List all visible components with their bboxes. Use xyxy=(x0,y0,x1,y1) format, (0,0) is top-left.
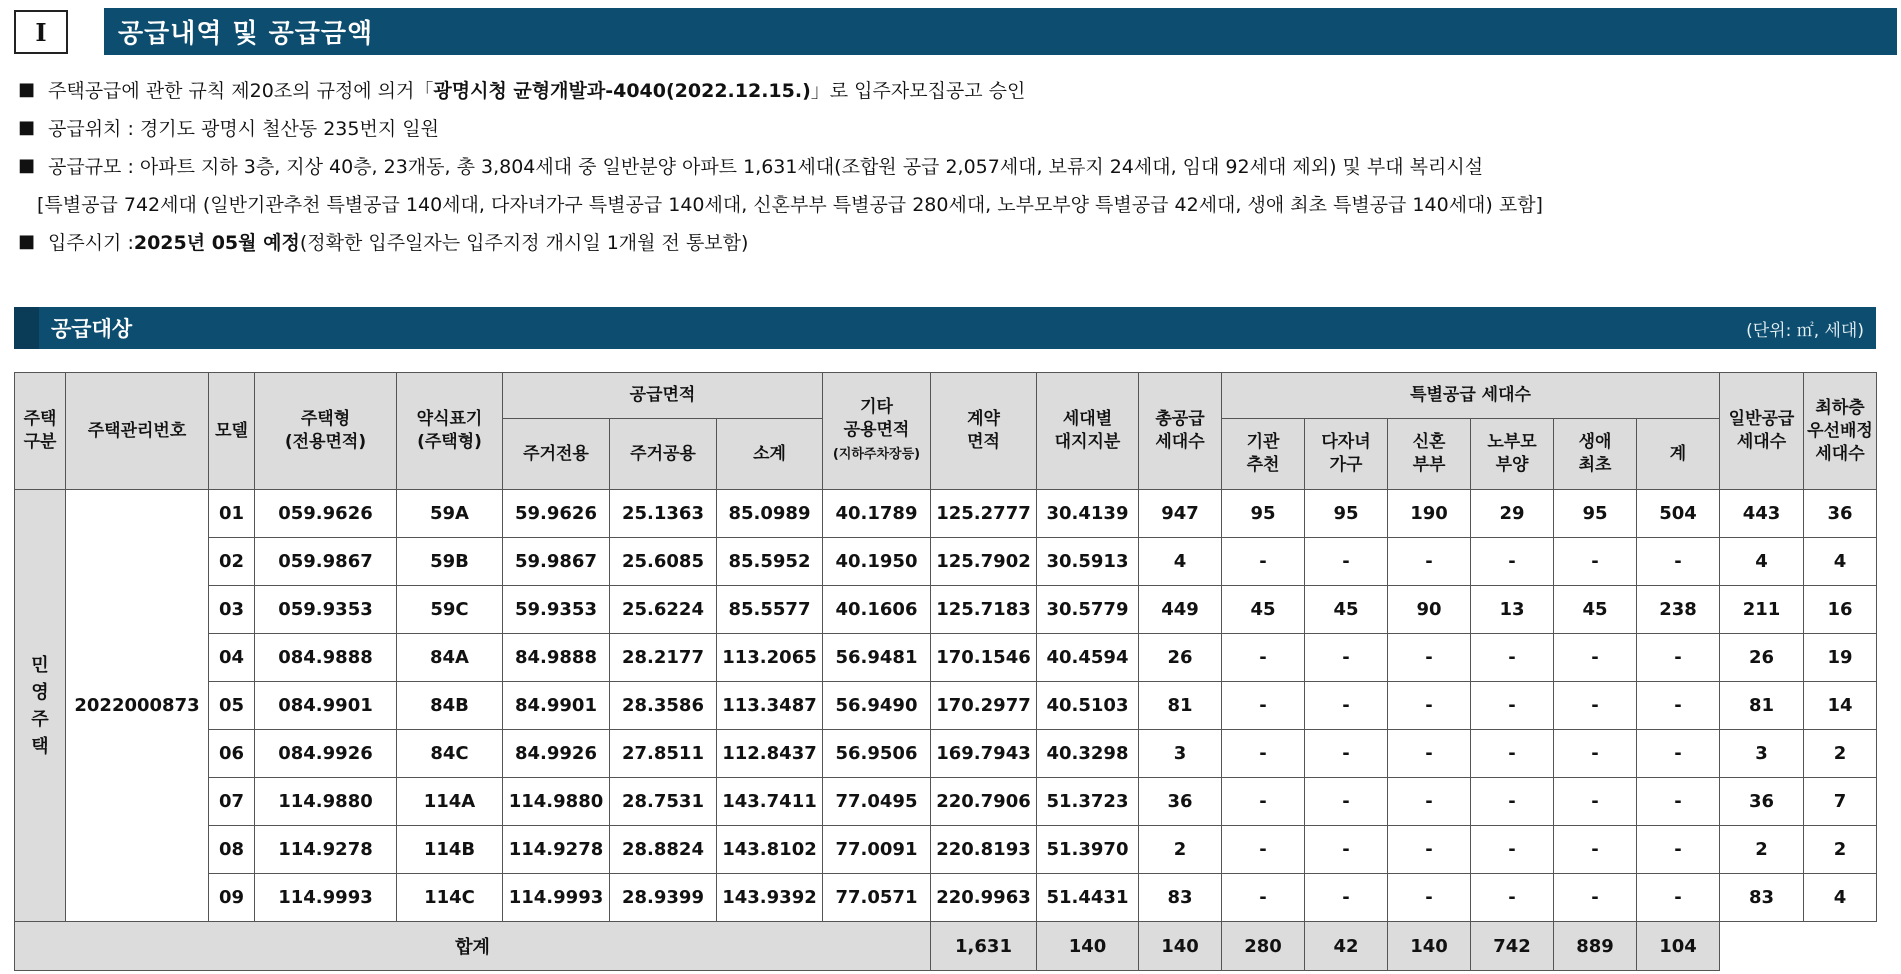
cell: 2 xyxy=(1139,826,1222,874)
cell: - xyxy=(1388,730,1471,778)
header-total-units: 총공급 세대수 xyxy=(1139,373,1222,490)
total-cell: 280 xyxy=(1222,922,1305,971)
note-scale-text: 공급규모 : 아파트 지하 3층, 지상 40층, 23개동, 총 3,804세대 중 일반분양 아파트 1,631세대(조합원 공급 2,057세대, 보류지 24세대, 임대 92세대 제외) 및 부대 복리시설 xyxy=(48,155,1484,178)
cell: - xyxy=(1388,826,1471,874)
total-cell: 140 xyxy=(1139,922,1222,971)
cell: 56.9506 xyxy=(823,730,931,778)
total-cell: 140 xyxy=(1388,922,1471,971)
cell: 77.0495 xyxy=(823,778,931,826)
cell: 28.9399 xyxy=(610,874,717,922)
cell: - xyxy=(1388,874,1471,922)
cell: 84.9926 xyxy=(503,730,610,778)
cell: 114.9278 xyxy=(503,826,610,874)
cell: 84C xyxy=(397,730,503,778)
cell: 27.8511 xyxy=(610,730,717,778)
cell: 59.9626 xyxy=(503,490,610,538)
cell: 95 xyxy=(1222,490,1305,538)
cell: 51.3723 xyxy=(1037,778,1139,826)
bullet-icon: ■ xyxy=(18,230,36,252)
cell: 2 xyxy=(1804,730,1877,778)
cell: - xyxy=(1471,634,1554,682)
cell: - xyxy=(1471,826,1554,874)
cell: - xyxy=(1222,778,1305,826)
cell: 01 xyxy=(209,490,255,538)
total-cell: 1,631 xyxy=(931,922,1037,971)
cell: 084.9888 xyxy=(255,634,397,682)
cell: - xyxy=(1471,538,1554,586)
cell: 4 xyxy=(1804,874,1877,922)
cell: 059.9353 xyxy=(255,586,397,634)
cell: 29 xyxy=(1471,490,1554,538)
table-row xyxy=(15,874,1877,922)
cell: - xyxy=(1388,682,1471,730)
cell: 03 xyxy=(209,586,255,634)
cell: 40.1950 xyxy=(823,538,931,586)
cell: 059.9626 xyxy=(255,490,397,538)
cell: - xyxy=(1222,874,1305,922)
cell: 59A xyxy=(397,490,503,538)
table-row xyxy=(15,490,1877,538)
cell: 114C xyxy=(397,874,503,922)
cell: 059.9867 xyxy=(255,538,397,586)
header-lowest-floor: 최하층 우선배정 세대수 xyxy=(1804,373,1877,490)
table-row xyxy=(15,826,1877,874)
cell: - xyxy=(1637,682,1720,730)
cell: 143.8102 xyxy=(717,826,823,874)
header-common: 주거공용 xyxy=(610,419,717,490)
cell: - xyxy=(1637,634,1720,682)
cell: 25.6085 xyxy=(610,538,717,586)
cell: 45 xyxy=(1305,586,1388,634)
cell: 56.9490 xyxy=(823,682,931,730)
total-cell: 42 xyxy=(1305,922,1388,971)
cell: - xyxy=(1471,778,1554,826)
cell: 40.4594 xyxy=(1037,634,1139,682)
cell: - xyxy=(1554,538,1637,586)
note-special-supply xyxy=(18,184,1878,222)
cell: - xyxy=(1637,778,1720,826)
cell: 14 xyxy=(1804,682,1877,730)
cell: 4 xyxy=(1720,538,1804,586)
total-row xyxy=(15,922,1877,971)
cell: 45 xyxy=(1222,586,1305,634)
table-row xyxy=(15,634,1877,682)
cell: 2 xyxy=(1804,826,1877,874)
cell: 125.2777 xyxy=(931,490,1037,538)
header-sp-multichild: 다자녀 가구 xyxy=(1305,419,1388,490)
cell: 40.3298 xyxy=(1037,730,1139,778)
cell: 2 xyxy=(1720,826,1804,874)
cell: 4 xyxy=(1804,538,1877,586)
cell: 51.3970 xyxy=(1037,826,1139,874)
cell: - xyxy=(1637,538,1720,586)
cell: 3 xyxy=(1139,730,1222,778)
cell: - xyxy=(1305,634,1388,682)
cell: - xyxy=(1222,826,1305,874)
cell: 08 xyxy=(209,826,255,874)
cell: 114.9993 xyxy=(503,874,610,922)
cell: - xyxy=(1471,874,1554,922)
header-sp-first-home: 생애 최초 xyxy=(1554,419,1637,490)
cell: 28.7531 xyxy=(610,778,717,826)
note-scale xyxy=(18,146,1878,184)
cell: 143.9392 xyxy=(717,874,823,922)
cell: 84A xyxy=(397,634,503,682)
cell: 112.8437 xyxy=(717,730,823,778)
cell: - xyxy=(1637,730,1720,778)
header-general-units: 일반공급 세대수 xyxy=(1720,373,1804,490)
notes-list xyxy=(18,70,1878,260)
supply-table xyxy=(14,372,1877,971)
cell: 05 xyxy=(209,682,255,730)
cell: 114.9880 xyxy=(503,778,610,826)
cell: 113.2065 xyxy=(717,634,823,682)
cell: 36 xyxy=(1804,490,1877,538)
unit-label: (단위: ㎡, 세대) xyxy=(1746,320,1864,341)
cell: 30.5913 xyxy=(1037,538,1139,586)
cell: 125.7183 xyxy=(931,586,1037,634)
cell: 25.1363 xyxy=(610,490,717,538)
cell: - xyxy=(1388,538,1471,586)
cell: 04 xyxy=(209,634,255,682)
note-move-in-date: 2025년 05월 예정 xyxy=(133,231,300,254)
cell: 7 xyxy=(1804,778,1877,826)
cell: - xyxy=(1471,730,1554,778)
cell: 220.9963 xyxy=(931,874,1037,922)
cell: 4 xyxy=(1139,538,1222,586)
cell: 85.5952 xyxy=(717,538,823,586)
header-land-share: 세대별 대지지분 xyxy=(1037,373,1139,490)
cell: 90 xyxy=(1388,586,1471,634)
table-row xyxy=(15,538,1877,586)
cell: - xyxy=(1305,778,1388,826)
cell: 114.9880 xyxy=(255,778,397,826)
cell: 59C xyxy=(397,586,503,634)
cell: 85.0989 xyxy=(717,490,823,538)
cell: 85.5577 xyxy=(717,586,823,634)
cell: 02 xyxy=(209,538,255,586)
cell: - xyxy=(1222,682,1305,730)
cell: 169.7943 xyxy=(931,730,1037,778)
cell: 59B xyxy=(397,538,503,586)
cell: - xyxy=(1222,538,1305,586)
header-mgmt-no: 주택관리번호 xyxy=(66,373,209,490)
supply-target-bar xyxy=(14,307,1876,349)
header-subtotal: 소계 xyxy=(717,419,823,490)
header-sp-institution: 기관 추천 xyxy=(1222,419,1305,490)
cell: 40.1606 xyxy=(823,586,931,634)
cell: 114B xyxy=(397,826,503,874)
cell: - xyxy=(1305,874,1388,922)
note-special-supply-text: [특별공급 742세대 (일반기관추천 특별공급 140세대, 다자녀가구 특별공급 140세대, 신혼부부 특별공급 280세대, 노부모부양 특별공급 42세대, 생애 최초 특별공급 140세대) 포함] xyxy=(37,193,1543,216)
cell: 83 xyxy=(1139,874,1222,922)
cell: 30.5779 xyxy=(1037,586,1139,634)
header-contract-area: 계약 면적 xyxy=(931,373,1037,490)
cell: - xyxy=(1305,538,1388,586)
cell: 30.4139 xyxy=(1037,490,1139,538)
section-title: 공급내역 및 공급금액 xyxy=(104,8,1897,55)
cell: 07 xyxy=(209,778,255,826)
note-move-in-label: 입주시기 : xyxy=(48,231,134,254)
cell: 211 xyxy=(1720,586,1804,634)
cell: 59.9353 xyxy=(503,586,610,634)
cell: 125.7902 xyxy=(931,538,1037,586)
cell: 06 xyxy=(209,730,255,778)
cell: - xyxy=(1222,730,1305,778)
cell: 114.9278 xyxy=(255,826,397,874)
cell: 51.4431 xyxy=(1037,874,1139,922)
cell: 40.5103 xyxy=(1037,682,1139,730)
cell: 59.9867 xyxy=(503,538,610,586)
note-approval-text: 주택공급에 관한 규칙 제20조의 규정에 의거「 xyxy=(48,79,434,102)
cell: 114.9993 xyxy=(255,874,397,922)
cell: 28.2177 xyxy=(610,634,717,682)
cell: 09 xyxy=(209,874,255,922)
cell: 16 xyxy=(1804,586,1877,634)
bullet-icon: ■ xyxy=(18,154,36,176)
cell: 36 xyxy=(1720,778,1804,826)
cell: - xyxy=(1554,634,1637,682)
supply-target-title: 공급대상 xyxy=(51,317,133,341)
header-other-common: 기타 공용면적 (지하주차장등) xyxy=(823,373,931,490)
cell: - xyxy=(1388,778,1471,826)
cell: 84.9901 xyxy=(503,682,610,730)
header-house-group: 주택 구분 xyxy=(15,373,66,490)
cell: - xyxy=(1222,634,1305,682)
note-location xyxy=(18,108,1878,146)
cell: 143.7411 xyxy=(717,778,823,826)
note-move-in xyxy=(18,222,1878,260)
table-row xyxy=(15,778,1877,826)
cell: 26 xyxy=(1139,634,1222,682)
cell: - xyxy=(1554,778,1637,826)
cell: - xyxy=(1471,682,1554,730)
cell: 25.6224 xyxy=(610,586,717,634)
cell: 45 xyxy=(1554,586,1637,634)
cell: - xyxy=(1305,730,1388,778)
cell: 81 xyxy=(1720,682,1804,730)
table-row xyxy=(15,730,1877,778)
note-approval-bold: 광명시청 균형개발과-4040(2022.12.15.) xyxy=(433,79,811,102)
note-location-text: 공급위치 : 경기도 광명시 철산동 235번지 일원 xyxy=(48,117,439,140)
header-sp-newlywed: 신혼 부부 xyxy=(1388,419,1471,490)
cell: 28.3586 xyxy=(610,682,717,730)
total-label: 합계 xyxy=(15,922,931,971)
total-cell: 889 xyxy=(1554,922,1637,971)
cell: 56.9481 xyxy=(823,634,931,682)
cell: 84B xyxy=(397,682,503,730)
cell: 13 xyxy=(1471,586,1554,634)
header-short-type: 약식표기 (주택형) xyxy=(397,373,503,490)
header-house-type: 주택형 (전용면적) xyxy=(255,373,397,490)
header-sp-sum: 계 xyxy=(1637,419,1720,490)
cell: - xyxy=(1305,826,1388,874)
cell: 19 xyxy=(1804,634,1877,682)
bullet-icon: ■ xyxy=(18,78,36,100)
cell: 238 xyxy=(1637,586,1720,634)
table-row xyxy=(15,682,1877,730)
cell: 170.2977 xyxy=(931,682,1037,730)
header-exclusive: 주거전용 xyxy=(503,419,610,490)
cell: - xyxy=(1388,634,1471,682)
note-approval xyxy=(18,70,1878,108)
cell: 443 xyxy=(1720,490,1804,538)
cell: 220.8193 xyxy=(931,826,1037,874)
cell: 84.9888 xyxy=(503,634,610,682)
cell: - xyxy=(1554,826,1637,874)
cell: 77.0571 xyxy=(823,874,931,922)
total-cell: 104 xyxy=(1637,922,1720,971)
group-label-private-housing: 민 영 주 택 xyxy=(15,490,66,922)
cell: 95 xyxy=(1305,490,1388,538)
cell: 95 xyxy=(1554,490,1637,538)
cell: 40.1789 xyxy=(823,490,931,538)
bullet-icon: ■ xyxy=(18,116,36,138)
cell: - xyxy=(1637,826,1720,874)
header-supply-area: 공급면적 xyxy=(503,373,823,419)
note-approval-tail: 」로 입주자모집공고 승인 xyxy=(810,79,1026,102)
cell: - xyxy=(1554,730,1637,778)
cell: 81 xyxy=(1139,682,1222,730)
cell: 3 xyxy=(1720,730,1804,778)
header-sp-elderly: 노부모 부양 xyxy=(1471,419,1554,490)
cell: - xyxy=(1305,682,1388,730)
cell: 77.0091 xyxy=(823,826,931,874)
total-cell: 742 xyxy=(1471,922,1554,971)
cell: - xyxy=(1637,874,1720,922)
cell: 449 xyxy=(1139,586,1222,634)
cell: 084.9901 xyxy=(255,682,397,730)
cell: 170.1546 xyxy=(931,634,1037,682)
cell: 26 xyxy=(1720,634,1804,682)
cell: 114A xyxy=(397,778,503,826)
cell: 83 xyxy=(1720,874,1804,922)
section-number: I xyxy=(14,10,68,54)
total-cell: 140 xyxy=(1037,922,1139,971)
cell: 36 xyxy=(1139,778,1222,826)
cell: 28.8824 xyxy=(610,826,717,874)
header-special-supply: 특별공급 세대수 xyxy=(1222,373,1720,419)
management-number: 2022000873 xyxy=(66,490,209,922)
cell: 190 xyxy=(1388,490,1471,538)
note-move-in-detail: (정확한 입주일자는 입주지정 개시일 1개월 전 통보함) xyxy=(299,231,749,254)
cell: 504 xyxy=(1637,490,1720,538)
cell: 947 xyxy=(1139,490,1222,538)
cell: 084.9926 xyxy=(255,730,397,778)
cell: - xyxy=(1554,682,1637,730)
cell: - xyxy=(1554,874,1637,922)
header-model: 모델 xyxy=(209,373,255,490)
cell: 113.3487 xyxy=(717,682,823,730)
table-row xyxy=(15,586,1877,634)
cell: 220.7906 xyxy=(931,778,1037,826)
